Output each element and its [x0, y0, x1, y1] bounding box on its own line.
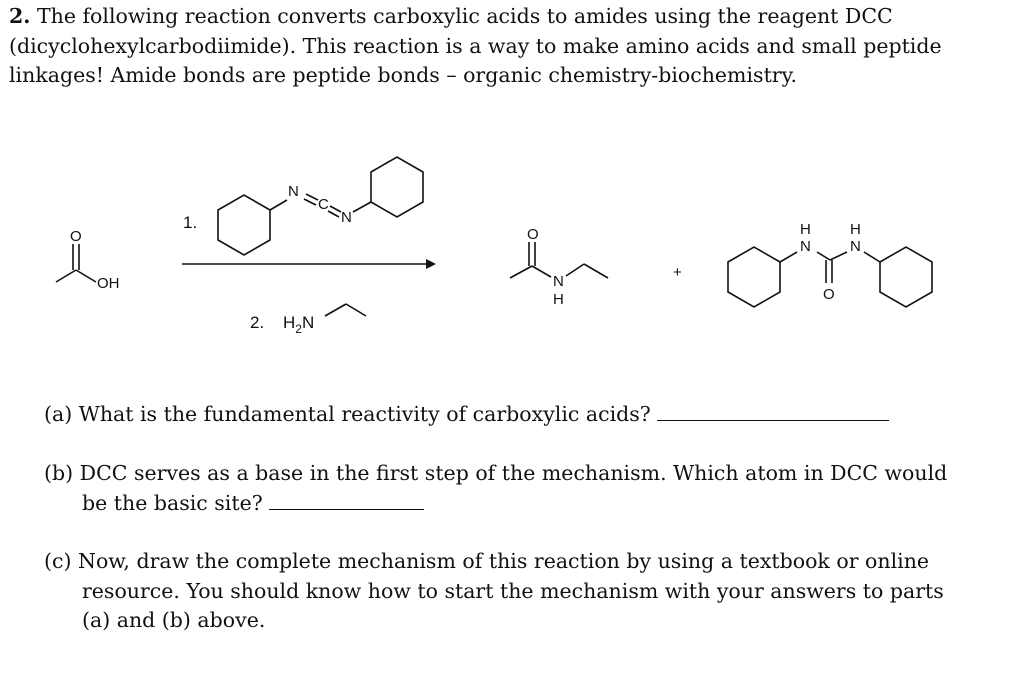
step-2-label: 2.	[250, 313, 265, 332]
dcc-n1-label: N	[288, 183, 299, 200]
problem-number: 2.	[9, 4, 31, 28]
question-c-text-line2: resource. You should know how to start the mechanism with your answers to parts	[82, 578, 944, 603]
question-a-label: (a)	[44, 402, 73, 426]
question-a-text: What is the fundamental reactivity of carboxylic acids?	[78, 402, 651, 426]
question-b-text-line2: be the basic site?	[82, 490, 263, 515]
question-a	[44, 400, 984, 430]
amine-label: $H_2N$	[283, 313, 315, 336]
urea-n1-label: N	[800, 238, 811, 255]
question-b-text-line1: DCC serves as a base in the first step of the mechanism. Which atom in DCC would	[79, 461, 948, 485]
question-c-text-line1: Now, draw the complete mechanism of this reaction by using a textbook or online	[78, 549, 930, 573]
urea-h1-label: H	[800, 221, 811, 238]
answer-blank-b[interactable]	[269, 491, 424, 510]
amide-h-label: H	[553, 291, 564, 308]
dcc-c-label: C	[318, 196, 329, 213]
answer-blank-a[interactable]	[657, 402, 889, 421]
problem-intro	[9, 2, 1009, 91]
reaction-scheme	[0, 140, 1024, 350]
plus-sign: +	[673, 264, 682, 281]
urea-o-label: O	[823, 286, 835, 303]
question-c-label: (c)	[44, 549, 72, 573]
dcc-n2-label: N	[341, 209, 352, 226]
urea-h2-label: H	[850, 221, 861, 238]
question-c	[44, 547, 984, 636]
step-1-label: 1.	[183, 213, 198, 232]
urea-n2-label: N	[850, 238, 861, 255]
question-c-text-line3: (a) and (b) above.	[82, 608, 266, 632]
question-b-label: (b)	[44, 461, 74, 485]
amide-n-label: N	[553, 273, 564, 290]
acid-carbonyl-o-label: O	[70, 228, 82, 245]
acid-oh-label: OH	[97, 275, 120, 292]
problem-intro-text: The following reaction converts carboxylic acids to amides using the reagent DCC (dicyclohexylcarbodiimide). This reaction is a way to make amino acids and small peptide linkages! Amide bonds are peptide bonds – organic chemistry-biochemistry.	[9, 4, 942, 87]
question-b	[44, 459, 984, 518]
amide-carbonyl-o-label: O	[527, 226, 539, 243]
